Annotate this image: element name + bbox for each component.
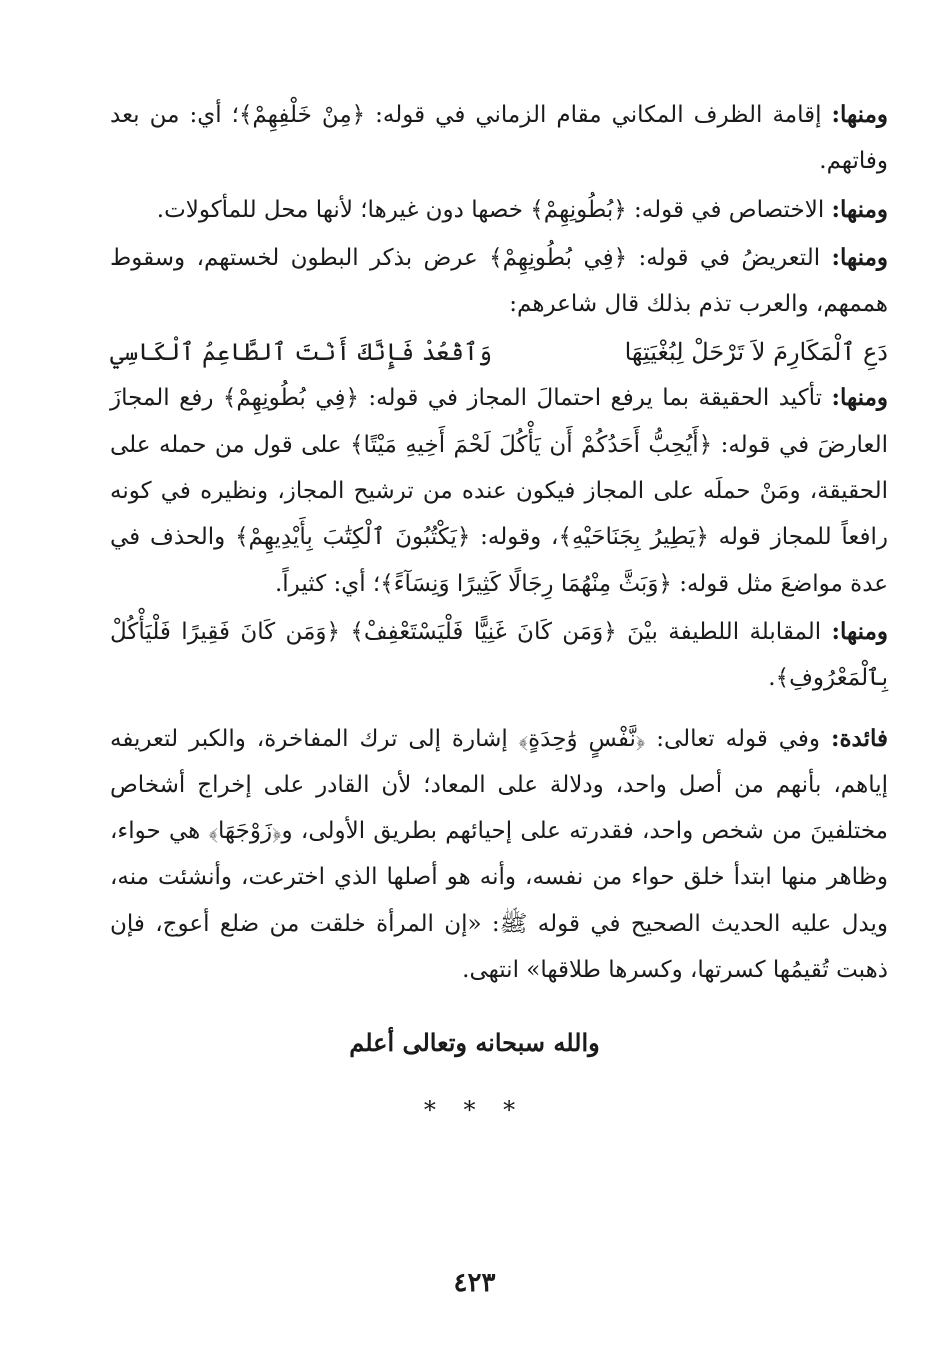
paragraph-confirmation: [110, 375, 888, 606]
paragraph-benefit: [110, 716, 888, 994]
paragraph-text: تأكيد الحقيقة بما يرفع احتمالَ المجاز في قوله: ﴿فِي بُطُونِهِمْ﴾ رفع المجازَ العارضَ في قوله: ﴿أَيُحِبُّ أَحَدُكُمْ أَن يَأْكُلَ لَحْمَ أَخِيهِ مَيْتًا﴾ على قول من حمله على الحقيقة، ومَنْ حملَه على المجاز فيكون عنده من ترشيح المجاز، ونظيره في كونه رافعاً للمجاز قوله ﴿يَطِيرُ بِجَنَاحَيْهِ﴾، وقوله: ﴿يَكْتُبُونَ ٱلْكِتَٰبَ بِأَيْدِيهِمْ﴾ والحذف في عدة مواضعَ مثل قوله: ﴿وَبَثَّ مِنْهُمَا رِجَالًا كَثِيرًا وَنِسَآءً﴾؛ أي: كثيراً.: [110, 385, 888, 597]
paragraph-lead: ومنها:: [831, 101, 888, 128]
poem-verse: [110, 329, 888, 375]
section-separator: * * *: [423, 1096, 526, 1124]
paragraph-contrast: [110, 609, 888, 702]
paragraph-text: إقامة الظرف المكاني مقام الزماني في قوله: ﴿مِنْ خَلْفِهِمْ﴾؛ أي: من بعد وفاتهم.: [110, 102, 888, 175]
paragraph-adverb-of-place: [110, 92, 888, 185]
benefit-lead: فائدة:: [830, 724, 888, 752]
paragraph-lead: ومنها:: [831, 384, 888, 412]
closing-phrase: والله سبحانه وتعالى أعلم: [349, 1028, 600, 1057]
paragraph-text: الاختصاص في قوله: ﴿بُطُونِهِمْ﴾ خصها دون غيرها؛ لأنها محل للمأكولات.: [156, 196, 825, 223]
page-body: [110, 92, 888, 995]
poem-second-hemistich: وَٱقْعُدْ فَإِنَّكَ أَنْتَ ٱلطَّاعِمُ ٱلْكَاسِي: [110, 338, 493, 367]
paragraph-specification: [110, 187, 888, 233]
paragraph-allusion: [110, 235, 888, 328]
paragraph-lead: ومنها:: [831, 195, 888, 223]
paragraph-lead: ومنها:: [831, 243, 888, 271]
paragraph-text: التعريضُ في قوله: ﴿فِي بُطُونِهِمْ﴾ عرض بذكر البطون لخستهم، وسقوط هممهم، والعرب تذم بذلك قال شاعرهم:: [110, 244, 888, 318]
page-number: ٤٢٣: [453, 1268, 496, 1298]
paragraph-lead: ومنها:: [831, 617, 889, 645]
poem-first-hemistich: دَعِ ٱلْمَكَارِمَ لاَ تَرْحَلْ لِبُغْيَتِهَا: [624, 338, 888, 367]
paragraph-text: المقابلة اللطيفة بيْنَ ﴿وَمَن كَانَ غَنِيًّا فَلْيَسْتَعْفِفْ﴾ ﴿وَمَن كَانَ فَقِيرًا فَلْيَأْكُلْ بِٱلْمَعْرُوفِ﴾.: [110, 618, 888, 692]
benefit-text: وفي قوله تعالى: ﴿نَّفْسٍ وَٰحِدَةٍ﴾ إشارة إلى ترك المفاخرة، والكبر لتعريفه إياهم، بأنهم من أصل واحد، ودلالة على المعاد؛ لأن القادر على إخراج أشخاص مختلفينَ من شخص واحد، فقدرته على إحيائهم بطريق الأولى، و﴿زَوْجَهَا﴾ هي حواء، وظاهر منها ابتدأ خلق حواء من نفسه، وأنه هو أصلها الذي اخترعت، وأنشئت منه، ويدل عليه الحديث الصحيح في قوله ﷺ: «إن المرأة خلقت من ضلع أعوج، فإن ذهبت تُقيمُها كسرتها، وكسرها طلاقها» انتهى.: [110, 725, 888, 984]
